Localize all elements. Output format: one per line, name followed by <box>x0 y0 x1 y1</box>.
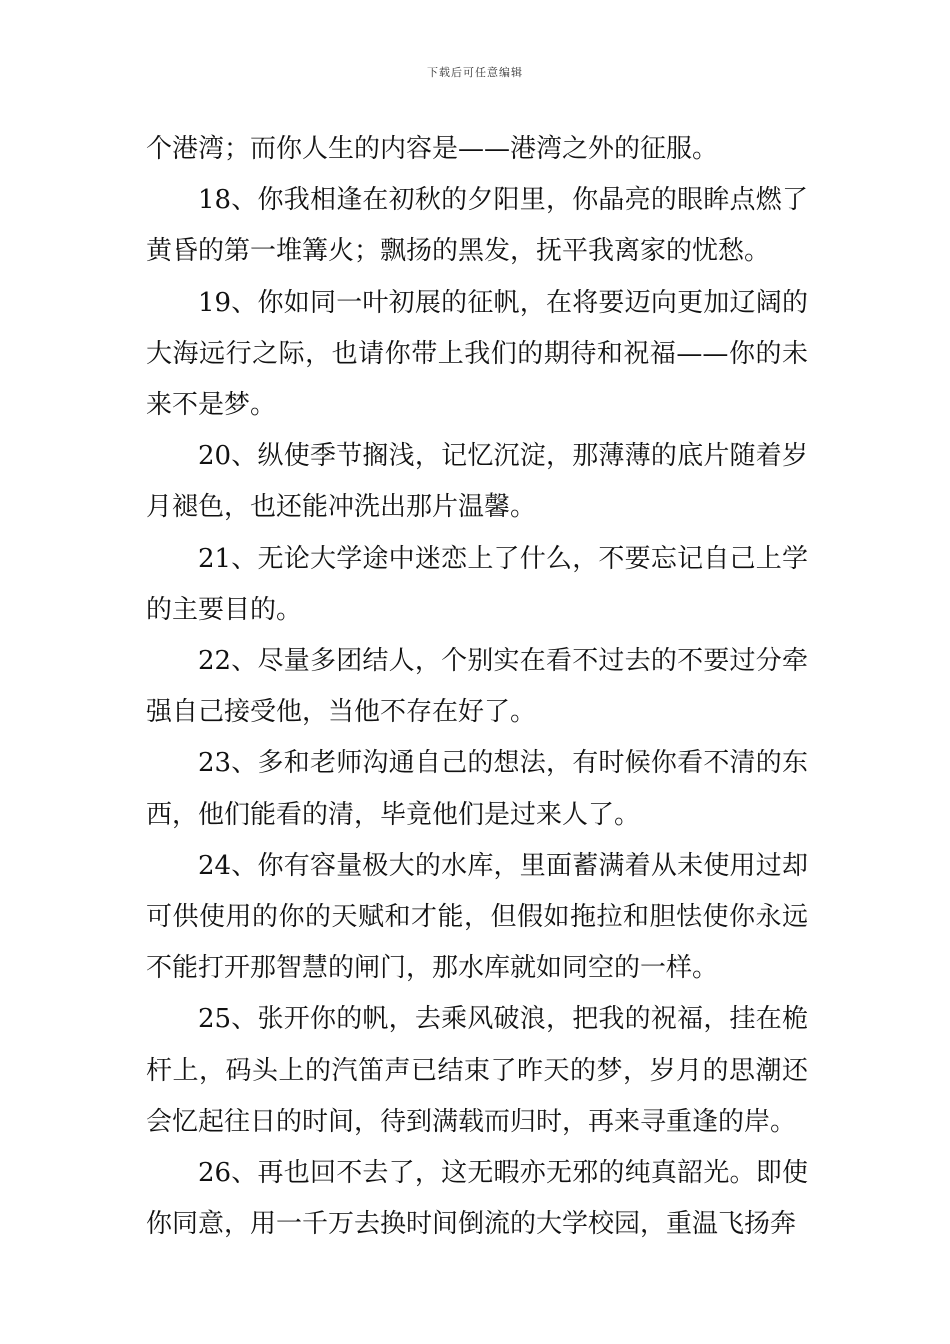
document-body <box>146 124 808 1250</box>
paragraph-19: 19、你如同一叶初展的征帆，在将要迈向更加辽阔的大海远行之际，也请你带上我们的期待和祝福——你的未来不是梦。 <box>146 287 808 421</box>
paragraph-25: 25、张开你的帆，去乘风破浪，把我的祝福，挂在桅杆上，码头上的汽笛声已结束了昨天的梦，岁月的思潮还会忆起往日的时间，待到满载而归时，再来寻重逢的岸。 <box>146 1004 808 1137</box>
paragraph-26: 26、再也回不去了，这无暇亦无邪的纯真韶光。即使你同意，用一千万去换时间倒流的大学校园，重温飞扬奔 <box>146 1158 808 1240</box>
paragraph-22: 22、尽量多团结人，个别实在看不过去的不要过分牵强自己接受他，当他不存在好了。 <box>146 646 808 728</box>
paragraph-20: 20、纵使季节搁浅，记忆沉淀，那薄薄的底片随着岁月褪色，也还能冲洗出那片温馨。 <box>146 441 808 523</box>
page-header-note: 下载后可任意编辑 <box>427 66 523 79</box>
paragraph-23: 23、多和老师沟通自己的想法，有时候你看不清的东西，他们能看的清，毕竟他们是过来人了。 <box>146 748 808 830</box>
paragraph-24: 24、你有容量极大的水库，里面蓄满着从未使用过却可供使用的你的天赋和才能，但假如拖拉和胆怯使你永远不能打开那智慧的闸门，那水库就如同空的一样。 <box>146 850 808 984</box>
paragraph-21: 21、无论大学途中迷恋上了什么，不要忘记自己上学的主要目的。 <box>146 543 808 625</box>
paragraph-continuation: 个港湾；而你人生的内容是——港湾之外的征服。 <box>146 134 719 164</box>
paragraph-18: 18、你我相逢在初秋的夕阳里，你晶亮的眼眸点燃了黄昏的第一堆篝火；飘扬的黑发，抚平我离家的忧愁。 <box>146 185 808 267</box>
